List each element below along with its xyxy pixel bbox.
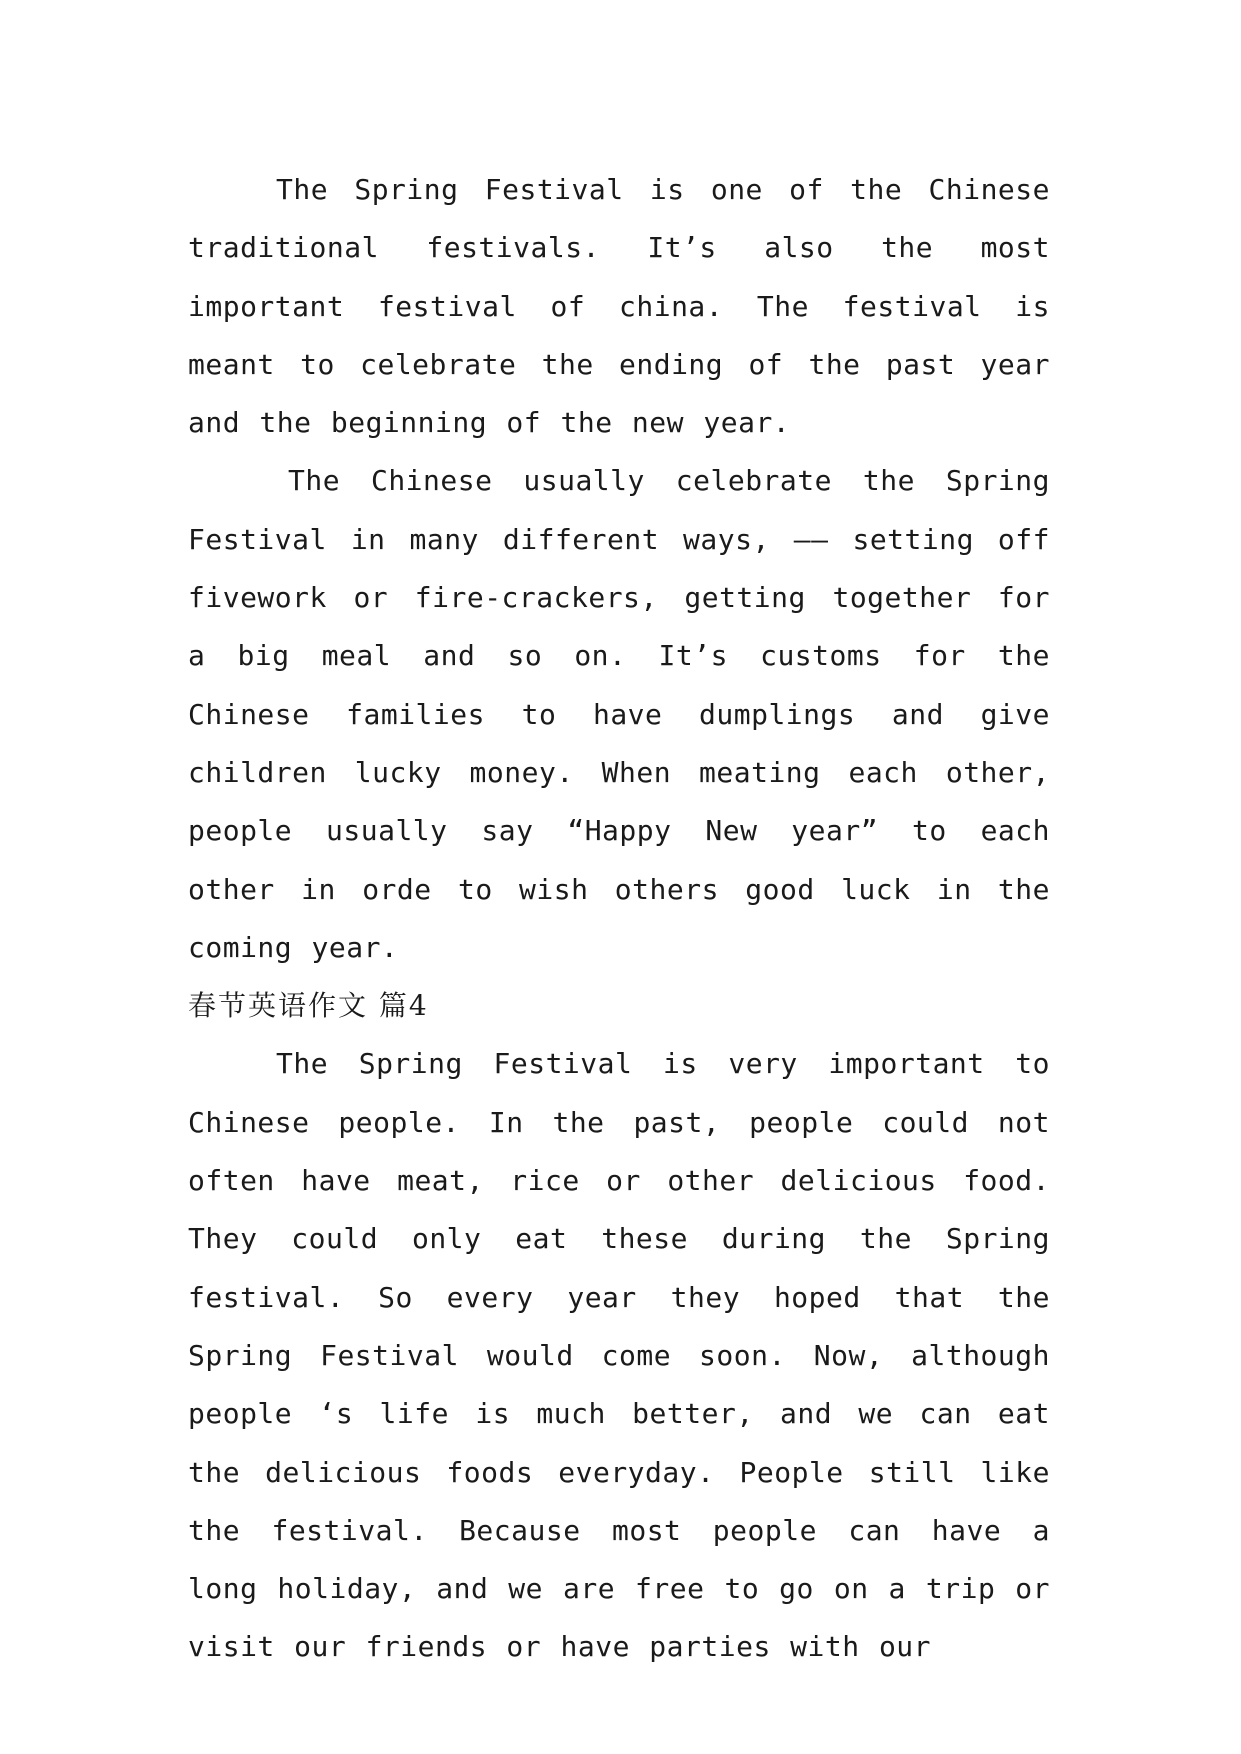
document-body [188, 161, 1050, 1677]
paragraph-celebration-customs: The Chinese usually celebrate the Spring Festival in many different ways, —— setting off fivework or fire-crackers, getting together for a big meal and so on. It’s customs for the Chinese families to have dumplings and give children lucky money. When meating each other, people usually say “Happy New year” to each other in orde to wish others good luck in the coming year. [188, 464, 1050, 964]
paragraph-spring-festival-intro: The Spring Festival is one of the Chinese traditional festivals. It’s also the most important festival of china. The festival is meant to celebrate the ending of the past year and the beginning of the new year. [188, 173, 1050, 440]
section-heading: 春节英语作文 篇4 [188, 989, 429, 1023]
paragraph-importance: The Spring Festival is very important to Chinese people. In the past, people could not often have meat, rice or other delicious food. They could only eat these during the Spring festival. So every year they hoped that the Spring Festival would come soon. Now, although people ‘s life is much better, and we can eat the delicious foods everyday. People still like the festival. Because most people can have a long holiday, and we are free to go on a trip or visit our friends or have parties with our [188, 1047, 1050, 1664]
